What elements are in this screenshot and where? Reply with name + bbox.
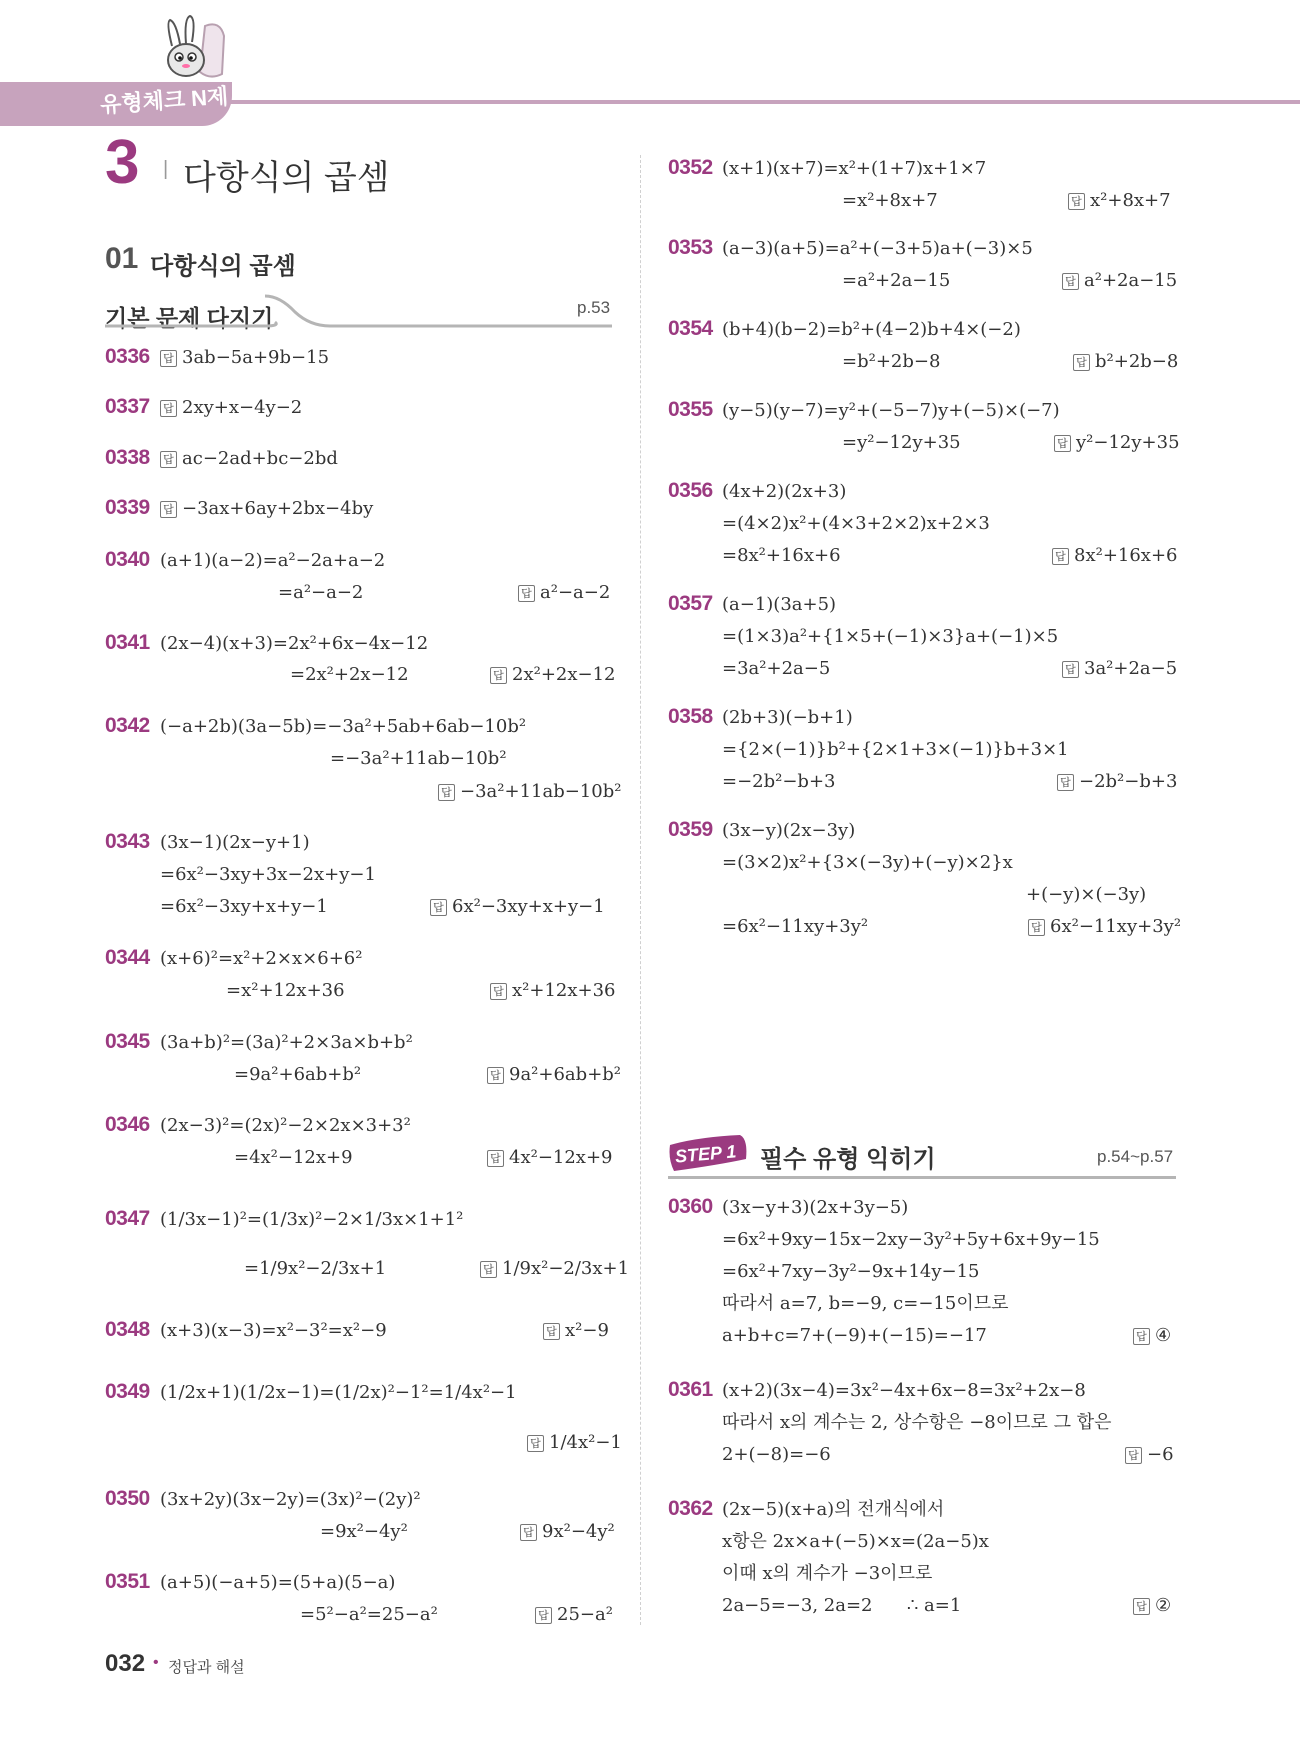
work-line: =6x²−3xy+3x−2x+y−1 [160, 864, 376, 885]
work-line: (3x−y)(2x−3y) [722, 820, 856, 841]
work-line: =−2b²−b+3 [722, 771, 836, 792]
work-line: +(−y)×(−3y) [1026, 884, 1147, 905]
answer-marker: 답 [487, 1067, 504, 1084]
answer [480, 1258, 629, 1280]
answer-text: 4x²−12x+9 [509, 1147, 613, 1168]
answer-text: a²−a−2 [540, 582, 611, 603]
work-line: (4x+2)(2x+3) [722, 481, 847, 502]
problem-number: 0359 [668, 818, 713, 841]
work-line: (2b+3)(−b+1) [722, 707, 853, 728]
work-line: =2x²+2x−12 [290, 664, 409, 685]
problem-number: 0360 [668, 1195, 713, 1218]
work-line: 따라서 x의 계수는 2, 상수항은 −8이므로 그 합은 [722, 1412, 1112, 1433]
answer-text: 8x²+16x+6 [1074, 545, 1178, 566]
work-line: (2x−5)(x+a)의 전개식에서 [722, 1499, 945, 1520]
answer-marker: 답 [1028, 919, 1045, 936]
work-line: =(1×3)a²+{1×5+(−1)×3}a+(−1)×5 [722, 626, 1059, 647]
problem-number: 0355 [668, 398, 713, 421]
problem-number: 0343 [105, 830, 150, 853]
work-line: =3a²+2a−5 [722, 658, 831, 679]
answer-text: ④ [1155, 1325, 1172, 1346]
work-line: 2a−5=−3, 2a=2 ∴ a=1 [722, 1595, 962, 1616]
work-line: =−3a²+11ab−10b² [330, 748, 507, 769]
work-line: (y−5)(y−7)=y²+(−5−7)y+(−5)×(−7) [722, 400, 1060, 421]
work-line: (a+1)(a−2)=a²−2a+a−2 [160, 550, 386, 571]
problem-number: 0342 [105, 714, 150, 737]
answer [527, 1432, 622, 1454]
answer-marker: 답 [160, 451, 177, 468]
work-line: 2+(−8)=−6 [722, 1444, 831, 1465]
step-page-ref: p.54~p.57 [1097, 1147, 1174, 1166]
work-line: =8x²+16x+6 [722, 545, 841, 566]
section-number: 01 [105, 242, 139, 275]
problem-number: 0340 [105, 548, 150, 571]
answer-text: −3a²+11ab−10b² [460, 781, 622, 802]
answer [160, 397, 302, 419]
work-line: =6x²−11xy+3y² [722, 916, 869, 937]
answer-text: 9a²+6ab+b² [509, 1064, 622, 1085]
answer-text: a²+2a−15 [1084, 270, 1178, 291]
answer-marker: 답 [490, 667, 507, 684]
work-line: (1/3x−1)²=(1/3x)²−2×1/3x×1+1² [160, 1209, 464, 1230]
problem-number: 0341 [105, 631, 150, 654]
answer-text: 2xy+x−4y−2 [182, 397, 303, 418]
work-line: =b²+2b−8 [842, 351, 941, 372]
answer-marker: 답 [1125, 1447, 1142, 1464]
problem-number: 0354 [668, 317, 713, 340]
work-line: (3a+b)²=(3a)²+2×3a×b+b² [160, 1032, 413, 1053]
work-line: (x+1)(x+7)=x²+(1+7)x+1×7 [722, 158, 987, 179]
work-line: (−a+2b)(3a−5b)=−3a²+5ab+6ab−10b² [160, 716, 527, 737]
answer-text: b²+2b−8 [1095, 351, 1179, 372]
work-line: =x²+8x+7 [842, 190, 938, 211]
subsection-title: 기본 문제 다지기 [105, 305, 274, 331]
problem-number: 0356 [668, 479, 713, 502]
work-line: =4x²−12x+9 [234, 1147, 353, 1168]
answer [490, 664, 616, 686]
answer-text: 6x²−11xy+3y² [1050, 916, 1182, 937]
problem-number: 0353 [668, 236, 713, 259]
answer [1068, 190, 1171, 212]
answer-marker: 답 [1073, 354, 1090, 371]
answer [490, 980, 616, 1002]
subsection-page-ref: p.53 [577, 298, 611, 317]
work-line: =y²−12y+35 [842, 432, 961, 453]
answer-text: x²+12x+36 [512, 980, 616, 1001]
answer-text: −6 [1147, 1444, 1174, 1465]
answer [438, 781, 621, 803]
work-line: ={2×(−1)}b²+{2×1+3×(−1)}b+3×1 [722, 739, 1069, 760]
answer [1054, 432, 1180, 454]
problem-number: 0336 [105, 345, 150, 368]
answer-text: 25−a² [557, 1604, 613, 1625]
answer-text: 1/9x²−2/3x+1 [502, 1258, 630, 1279]
problem-number: 0350 [105, 1487, 150, 1510]
work-line: =6x²−3xy+x+y−1 [160, 896, 328, 917]
problem-number: 0361 [668, 1378, 713, 1401]
answer-marker: 답 [1052, 548, 1069, 565]
answer-text: 6x²−3xy+x+y−1 [452, 896, 605, 917]
work-line: (3x−y+3)(2x+3y−5) [722, 1197, 909, 1218]
work-line: (a−3)(a+5)=a²+(−3+5)a+(−3)×5 [722, 238, 1033, 259]
work-line: (x+6)²=x²+2×x×6+6² [160, 948, 363, 969]
answer-marker: 답 [535, 1607, 552, 1624]
answer-marker: 답 [1057, 774, 1074, 791]
chapter-title: 다항식의 곱셈 [183, 159, 390, 197]
problem-number: 0339 [105, 496, 150, 519]
answer [535, 1604, 613, 1626]
answer-marker: 답 [438, 784, 455, 801]
answer-marker: 답 [520, 1524, 537, 1541]
work-line: (a−1)(3a+5) [722, 594, 837, 615]
chapter-divider: | [163, 158, 169, 180]
problem-number: 0349 [105, 1380, 150, 1403]
answer-marker: 답 [1133, 1328, 1150, 1345]
answer [1057, 771, 1177, 793]
answer-text: ② [1155, 1595, 1172, 1616]
answer-text: ac−2ad+bc−2bd [182, 448, 338, 469]
problem-number: 0357 [668, 592, 713, 615]
answer-text: 9x²−4y² [542, 1521, 615, 1542]
problem-number: 0362 [668, 1497, 713, 1520]
work-line: =9a²+6ab+b² [234, 1064, 362, 1085]
work-line: =a²−a−2 [278, 582, 364, 603]
answer-marker: 답 [160, 400, 177, 417]
answer-text: 2x²+2x−12 [512, 664, 616, 685]
work-line: =a²+2a−15 [842, 270, 951, 291]
work-line: =6x²+9xy−15x−2xy−3y²+5y+6x+9y−15 [722, 1229, 1100, 1250]
problem-number: 0347 [105, 1207, 150, 1230]
problem-number: 0358 [668, 705, 713, 728]
work-line: =1/9x²−2/3x+1 [244, 1258, 387, 1279]
work-line: =x²+12x+36 [226, 980, 345, 1001]
answer [543, 1320, 609, 1342]
answer-marker: 답 [543, 1323, 560, 1340]
work-line: (3x−1)(2x−y+1) [160, 832, 310, 853]
answer [1133, 1325, 1171, 1347]
work-line: x항은 2x×a+(−5)×x=(2a−5)x [722, 1531, 989, 1552]
column-divider [640, 155, 641, 1625]
answer-marker: 답 [160, 501, 177, 518]
answer [1028, 916, 1181, 938]
answer-marker: 답 [480, 1261, 497, 1278]
answer [1062, 270, 1177, 292]
work-line: a+b+c=7+(−9)+(−15)=−17 [722, 1325, 987, 1346]
answer [1133, 1595, 1171, 1617]
answer-marker: 답 [527, 1435, 544, 1452]
answer-text: 3ab−5a+9b−15 [182, 347, 330, 368]
problem-number: 0345 [105, 1030, 150, 1053]
work-line: =6x²+7xy−3y²−9x+14y−15 [722, 1261, 980, 1282]
work-line: =9x²−4y² [320, 1521, 408, 1542]
step-title: 필수 유형 익히기 [760, 1146, 936, 1173]
work-line: (a+5)(−a+5)=(5+a)(5−a) [160, 1572, 396, 1593]
work-line: =(3×2)x²+{3×(−3y)+(−y)×2}x [722, 852, 1013, 873]
answer-text: −3ax+6ay+2bx−4by [182, 498, 374, 519]
problem-number: 0351 [105, 1570, 150, 1593]
work-line: (1/2x+1)(1/2x−1)=(1/2x)²−1²=1/4x²−1 [160, 1382, 517, 1403]
step-badge-label: STEP 1 [674, 1141, 738, 1167]
answer [520, 1521, 615, 1543]
answer-text: x²−9 [565, 1320, 609, 1341]
work-line: (3x+2y)(3x−2y)=(3x)²−(2y)² [160, 1489, 421, 1510]
answer-text: −2b²−b+3 [1079, 771, 1178, 792]
answer-marker: 답 [1054, 435, 1071, 452]
answer-text: 3a²+2a−5 [1084, 658, 1178, 679]
answer [1073, 351, 1178, 373]
answer [1062, 658, 1177, 680]
work-line: =(4×2)x²+(4×3+2×2)x+2×3 [722, 513, 990, 534]
chapter-number: 3 [105, 128, 140, 197]
problem-number: 0346 [105, 1113, 150, 1136]
subsection-rule [105, 292, 615, 332]
page-number: 032 [105, 1650, 146, 1677]
answer [518, 582, 610, 604]
answer-text: y²−12y+35 [1076, 432, 1180, 453]
problem-number: 0337 [105, 395, 150, 418]
answer [487, 1147, 613, 1169]
answer-marker: 답 [518, 585, 535, 602]
answer [160, 347, 329, 369]
problem-number: 0352 [668, 156, 713, 179]
problem-number: 0338 [105, 446, 150, 469]
answer [487, 1064, 621, 1086]
answer [160, 448, 338, 470]
header-tab-label: 유형체크 N제 [99, 83, 230, 118]
answer-text: x²+8x+7 [1090, 190, 1171, 211]
answer [1125, 1444, 1174, 1466]
work-line: =5²−a²=25−a² [300, 1604, 438, 1625]
answer-marker: 답 [1133, 1598, 1150, 1615]
answer-marker: 답 [1062, 273, 1079, 290]
answer [430, 896, 605, 918]
section-title: 다항식의 곱셈 [150, 253, 296, 280]
answer-marker: 답 [160, 350, 177, 367]
work-line: 이때 x의 계수가 −3이므로 [722, 1563, 933, 1584]
footer-bullet: • [153, 1654, 159, 1671]
footer-label: 정답과 해설 [168, 1659, 245, 1676]
work-line: (b+4)(b−2)=b²+(4−2)b+4×(−2) [722, 319, 1021, 340]
work-line: (x+2)(3x−4)=3x²−4x+6x−8=3x²+2x−8 [722, 1380, 1086, 1401]
problem-number: 0348 [105, 1318, 150, 1341]
answer-marker: 답 [1062, 661, 1079, 678]
answer-marker: 답 [1068, 193, 1085, 210]
answer-marker: 답 [490, 983, 507, 1000]
answer [160, 498, 373, 520]
step-rule [668, 1176, 1176, 1179]
work-line: (x+3)(x−3)=x²−3²=x²−9 [160, 1320, 387, 1341]
answer-marker: 답 [430, 899, 447, 916]
work-line: (2x−3)²=(2x)²−2×2x×3+3² [160, 1115, 411, 1136]
problem-number: 0344 [105, 946, 150, 969]
rabbit-mascot-icon [150, 14, 240, 94]
answer-text: 1/4x²−1 [549, 1432, 622, 1453]
work-line: (2x−4)(x+3)=2x²+6x−4x−12 [160, 633, 429, 654]
work-line: 따라서 a=7, b=−9, c=−15이므로 [722, 1293, 1009, 1314]
answer-marker: 답 [487, 1150, 504, 1167]
answer [1052, 545, 1178, 567]
